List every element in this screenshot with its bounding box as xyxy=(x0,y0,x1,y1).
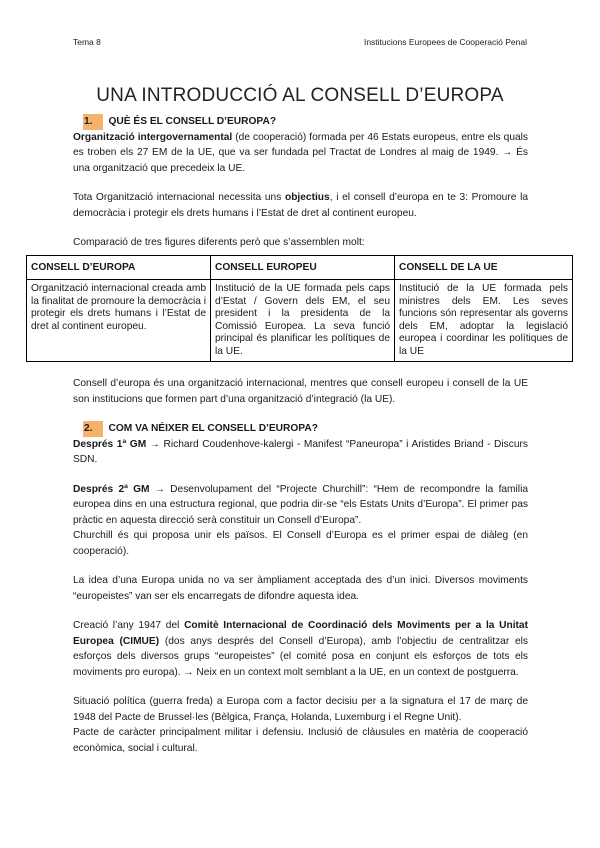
table-header-row xyxy=(27,255,573,280)
table-cell: Institució de la UE formada pels caps d’Estat / Govern dels EM, el seu president i la presidenta de la Comissió Europea. La seva funció principal és planificar les polítiques de la UE. xyxy=(211,280,395,362)
bold-term: Organització intergovernamental xyxy=(73,131,233,143)
section-2-paragraph-5 xyxy=(73,618,528,680)
paragraph-text: → Desenvolupament del “Projecte Churchill”: “Hem de recompondre la familia europea dins en una estructura regional, que podria dir-se “els Estats Units d’Europa”. El primer pas pràctic en aquesta direcció serà constituir un Consell d’Europa”. xyxy=(73,483,529,526)
comparison-table xyxy=(26,255,573,363)
bold-term: Després 2ª GM xyxy=(73,483,150,495)
section-2-number: 2. xyxy=(83,421,103,437)
section-2-title: COM VA NÉIXER EL CONSELL D’EUROPA? xyxy=(108,423,318,434)
document-body xyxy=(31,114,568,756)
section-1-title: QUÈ ÉS EL CONSELL D’EUROPA? xyxy=(108,116,277,127)
section-2-paragraph-7: Pacte de caràcter principalment militar i defensiu. Inclusió de clàusules en matèria de cooperació econòmica, social i cultural. xyxy=(73,727,528,754)
table-header-consell-europeu: CONSELL EUROPEU xyxy=(211,255,395,280)
paragraph-text: → Richard Coudenhove-kalergi - Manifest “Paneuropa” i Aristides Briand - Discurs SDN. xyxy=(73,438,529,465)
paragraph-text: Tota Organització internacional necessita uns xyxy=(73,192,285,203)
section-2-paragraph-4: La idea d’una Europa unida no va ser àmpliament acceptada des d’un inici. Diversos moviments “europeistes” van ser els encarregats de difondre aquesta idea. xyxy=(73,575,528,602)
after-table-paragraph: Consell d’europa és una organització internacional, mentres que consell europeu i consell de la UE son institucions que formen part d’una organització d’integració (la UE). xyxy=(73,378,528,405)
section-1-paragraph-1 xyxy=(73,130,528,177)
bold-term: objectius xyxy=(284,192,330,203)
section-1-heading xyxy=(73,114,528,130)
bold-term: Comitè Internacional de Coordinació dels Moviments per a la Unitat Europea (CIMUE) xyxy=(73,620,528,647)
header-right: Institucions Europees de Cooperació Penal xyxy=(363,37,527,47)
section-2-heading xyxy=(73,421,528,437)
paragraph-text: Creació l’any 1947 del xyxy=(73,620,185,631)
paragraph-text: (de cooperació) formada per 46 Estats europeus, entre els quals es troben els 27 EM de la UE, que va ser fundada pel Tractat de Londres al maig de 1949. → És una organització que precedeix la UE. xyxy=(73,131,529,174)
section-1-paragraph-3: Comparació de tres figures diferents però que s’assemblen molt: xyxy=(73,237,365,248)
paragraph-text: , i el consell d’europa en te 3: Promoure la democràcia i protegir els drets humans i l’Estat de dret al continent europeu. xyxy=(73,192,528,219)
table-cell: Organització internacional creada amb la finalitat de promoure la democràcia i protegir els drets humans i l’Estat de dret al continent europeu. xyxy=(27,280,211,362)
section-2-paragraph-6: Situació política (guerra freda) a Europa com a factor decisiu per a la signatura el 17 de març de 1948 del Pacte de Brussel·les (Bèlgica, França, Holanda, Luxemburg i el Regne Unit). xyxy=(73,696,528,723)
section-1-paragraph-2 xyxy=(73,190,528,221)
section-2-paragraph-3: Churchill és qui proposa unir els països. El Consell d’Europa es el primer espai de diàleg (en cooperació). xyxy=(73,530,528,557)
section-2-paragraph-2 xyxy=(73,482,528,529)
table-row xyxy=(27,280,573,362)
header-left: Tema 8 xyxy=(73,37,101,47)
bold-term: Després 1ª GM xyxy=(73,438,147,450)
paragraph-text: (dos anys després del Consell d’Europa), amb l’objectiu de centralitzar els esforços dels diversos grups “europeistes” (el comité posa en conjunt els esforços de tots els moviments pro europa). → Neix en un context molt semblant a la UE, en un context de postguerra. xyxy=(73,635,528,678)
table-header-consell-ue: CONSELL DE LA UE xyxy=(395,255,573,280)
section-1-number: 1. xyxy=(83,114,103,130)
table-cell: Institució de la UE formada pels ministres dels EM. Les seves funcions són representar als governs dels EM, adoptar la legislació europea i coordinar les polítiques de la UE xyxy=(395,280,573,362)
section-2-paragraph-1 xyxy=(73,437,528,468)
table-header-consell-europa: CONSELL D’EUROPA xyxy=(27,255,211,280)
page-title: UNA INTRODUCCIÓ AL CONSELL D’EUROPA xyxy=(96,84,504,106)
